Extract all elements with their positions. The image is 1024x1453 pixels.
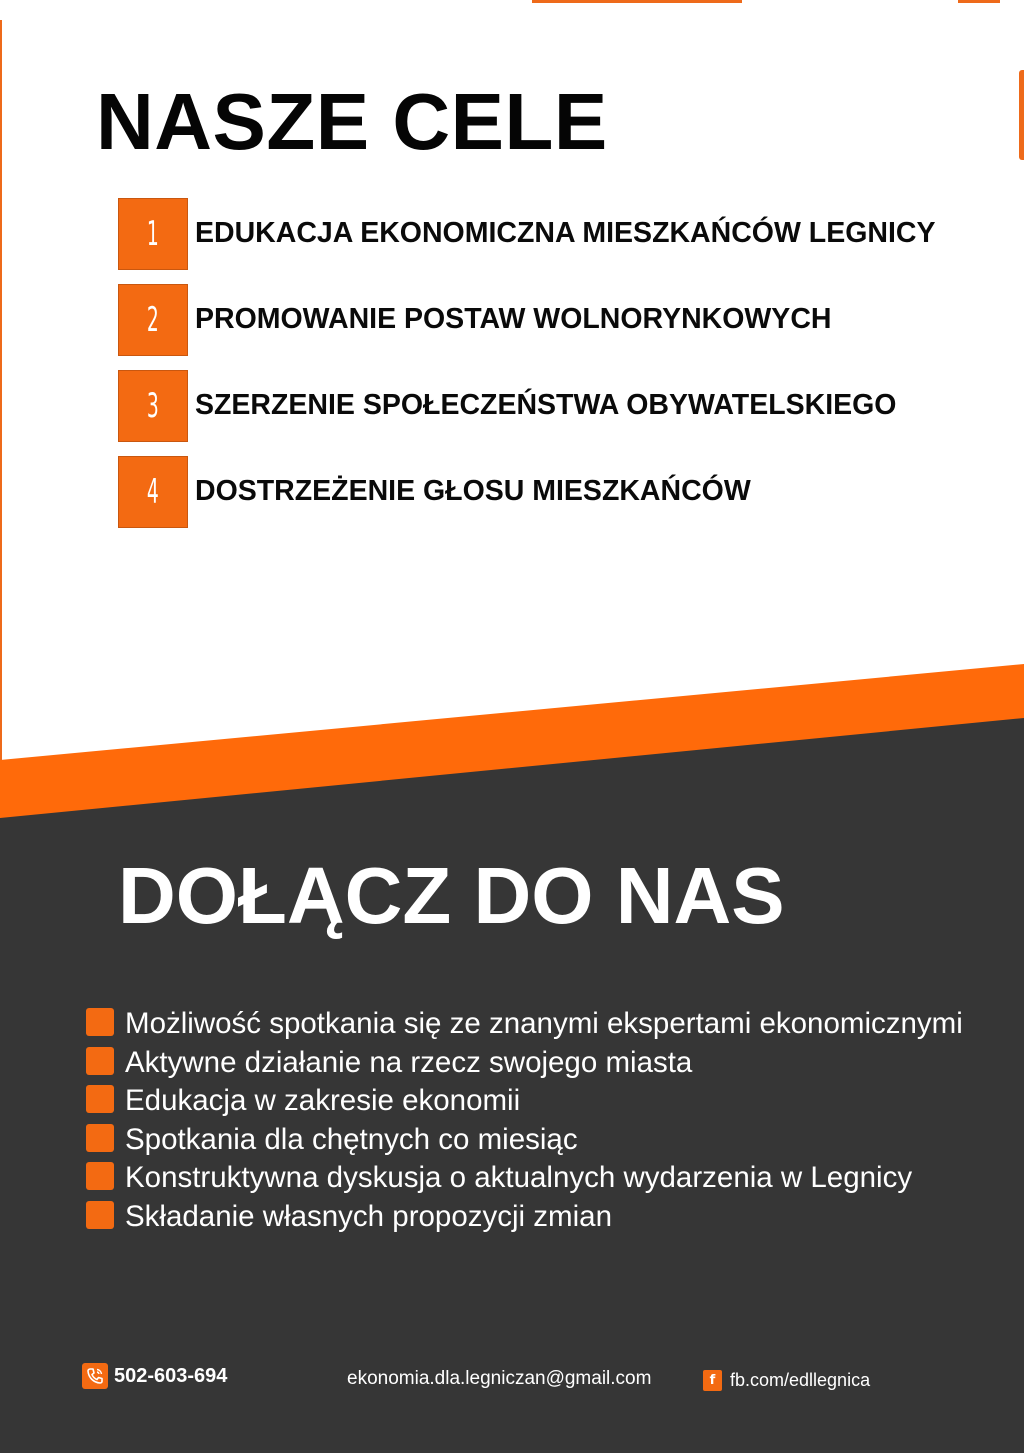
top-edge-accent: [532, 0, 742, 3]
left-edge-accent: [0, 20, 2, 760]
goal-number-badge: [118, 456, 188, 528]
benefit-text: Edukacja w zakresie ekonomii: [125, 1084, 521, 1118]
contact-phone[interactable]: [82, 1363, 227, 1389]
contact-facebook[interactable]: [703, 1370, 870, 1391]
phone-icon: [82, 1363, 108, 1389]
goals-title: NASZE CELE: [96, 77, 608, 166]
contact-email[interactable]: ekonomia.dla.legniczan@gmail.com: [347, 1368, 652, 1389]
bullet-square-icon: [86, 1047, 114, 1075]
bullet-square-icon: [86, 1124, 114, 1152]
phone-number[interactable]: 502-603-694: [114, 1364, 228, 1387]
goal-text: DOSTRZEŻENIE GŁOSU MIESZKAŃCÓW: [195, 475, 751, 507]
bullet-square-icon: [86, 1008, 114, 1036]
goal-text: PROMOWANIE POSTAW WOLNORYNKOWYCH: [195, 303, 832, 335]
goal-text: EDUKACJA EKONOMICZNA MIESZKAŃCÓW LEGNICY: [195, 217, 936, 249]
goal-number-badge: [118, 198, 188, 270]
goal-number: 2: [147, 300, 159, 340]
facebook-icon: f: [703, 1370, 722, 1391]
goal-number: 1: [147, 214, 159, 254]
goal-number: 4: [147, 472, 159, 512]
goal-number-badge: [118, 370, 188, 442]
benefit-text: Możliwość spotkania się ze znanymi ekspertami ekonomicznymi: [125, 1007, 963, 1040]
benefit-text: Konstruktywna dyskusja o aktualnych wydarzenia w Legnicy: [125, 1161, 913, 1195]
goal-number-badge: [118, 284, 188, 356]
benefit-text: Spotkania dla chętnych co miesiąc: [125, 1122, 578, 1156]
bullet-square-icon: [86, 1162, 114, 1190]
right-edge-accent: [1019, 70, 1024, 160]
join-title: DOŁĄCZ DO NAS: [118, 851, 785, 940]
top-edge-accent-small: [958, 0, 1000, 3]
bullet-square-icon: [86, 1201, 114, 1229]
bullet-square-icon: [86, 1085, 114, 1113]
goal-text: SZERZENIE SPOŁECZEŃSTWA OBYWATELSKIEGO: [195, 389, 897, 421]
facebook-link[interactable]: fb.com/edllegnica: [730, 1370, 871, 1390]
benefit-text: Składanie własnych propozycji zmian: [125, 1199, 612, 1233]
benefit-text: Aktywne działanie na rzecz swojego miasta: [125, 1045, 693, 1079]
goal-number: 3: [147, 386, 159, 426]
